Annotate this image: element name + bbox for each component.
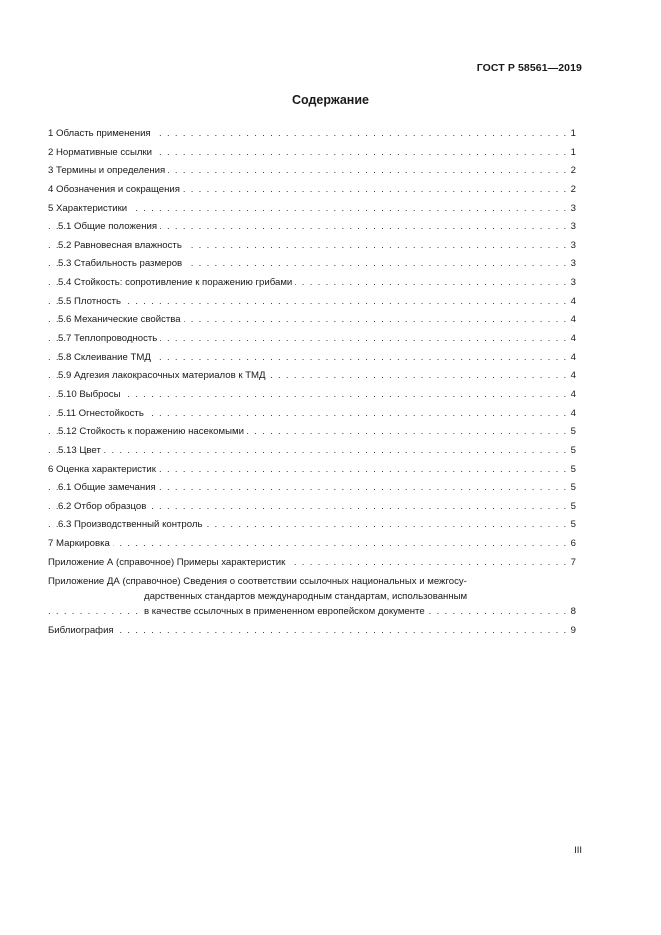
toc-entry-page: 4	[570, 367, 576, 386]
toc-entry-label: 5.11 Огнестойкость	[58, 405, 147, 424]
toc-entry[interactable]	[48, 274, 576, 293]
page-title: Содержание	[291, 93, 369, 107]
toc-entry-label: 5.6 Механические свойства	[58, 311, 184, 330]
toc-entry-page: 5	[570, 516, 576, 535]
toc-entry-page: 7	[570, 554, 576, 573]
toc-entry-bibliography[interactable]	[48, 622, 576, 641]
toc-entry-page: 5	[570, 498, 576, 517]
toc-entry[interactable]	[48, 367, 576, 386]
toc-entry[interactable]	[48, 181, 576, 200]
toc-entry[interactable]	[48, 162, 576, 181]
toc-entry-page: 6	[570, 535, 576, 554]
toc-entry[interactable]	[48, 405, 576, 424]
toc-entry-label: 2 Нормативные ссылки	[48, 144, 155, 163]
dot-leader	[48, 386, 569, 405]
toc-entry-page: 4	[570, 405, 576, 424]
toc-entry-label: 6.3 Производственный контроль	[58, 516, 205, 535]
toc-entry-page: 3	[570, 255, 576, 274]
dot-leader	[48, 442, 569, 461]
toc-entry-label: 6.2 Отбор образцов	[58, 498, 149, 517]
toc-entry-label-continued: в качестве ссылочных в примененном европейском документе	[144, 604, 428, 619]
toc-entry-label: 5.2 Равновесная влажность	[58, 237, 185, 256]
document-id-header: ГОСТ Р 58561—2019	[476, 62, 582, 74]
toc-entry-page: 3	[570, 274, 576, 293]
toc-entry-label: 5.10 Выбросы	[58, 386, 124, 405]
toc-entry-page: 4	[570, 349, 576, 368]
toc-entry[interactable]	[48, 218, 576, 237]
toc-entry[interactable]	[48, 516, 576, 535]
toc-entry-page: 3	[570, 237, 576, 256]
toc-entry[interactable]	[48, 461, 576, 480]
toc-entry[interactable]	[48, 237, 576, 256]
toc-entry-label: 6.1 Общие замечания	[58, 479, 159, 498]
toc-entry[interactable]	[48, 293, 576, 312]
toc-entry[interactable]	[48, 330, 576, 349]
toc-entry-label: 3 Термины и определения	[48, 162, 168, 181]
toc-entry-page: 5	[570, 423, 576, 442]
toc-entry[interactable]	[48, 386, 576, 405]
toc-entry-page: 3	[570, 218, 576, 237]
toc-entry[interactable]	[48, 423, 576, 442]
toc-entry[interactable]	[48, 535, 576, 554]
toc-entry-label: 5.3 Стабильность размеров	[58, 255, 185, 274]
toc-entry-label: 1 Область применения	[48, 125, 154, 144]
toc-entry-page: 4	[570, 386, 576, 405]
toc-entry-page: 3	[570, 200, 576, 219]
toc-entry-page: 2	[570, 181, 576, 200]
toc-entry-label: 5 Характеристики	[48, 200, 130, 219]
table-of-contents	[48, 125, 576, 641]
toc-entry-page: 2	[570, 162, 576, 181]
toc-entry-page: 9	[570, 622, 576, 641]
toc-entry-label: 5.13 Цвет	[58, 442, 104, 461]
dot-leader	[48, 535, 569, 554]
toc-entry-label: 4 Обозначения и сокращения	[48, 181, 183, 200]
toc-entry-label: 5.12 Стойкость к поражению насекомыми	[58, 423, 247, 442]
toc-entry[interactable]	[48, 255, 576, 274]
dot-leader	[48, 622, 569, 641]
toc-entry[interactable]	[48, 349, 576, 368]
toc-entry-page: 5	[570, 479, 576, 498]
toc-entry-label: Приложение ДА (справочное) Сведения о соответствии ссылочных национальных и межгосу-	[48, 576, 467, 588]
toc-entry[interactable]	[48, 479, 576, 498]
toc-entry-label: 5.4 Стойкость: сопротивление к поражению грибами	[58, 274, 295, 293]
toc-entry[interactable]	[48, 554, 576, 573]
toc-entry-label: 5.1 Общие положения	[58, 218, 160, 237]
toc-entry-label: 5.7 Теплопроводность	[58, 330, 160, 349]
toc-entry-label-continued: дарственных стандартов международным стандартам, использованным	[144, 591, 468, 603]
toc-entry-label: 5.8 Склеивание ТМД	[58, 349, 154, 368]
toc-entry-appendix-da[interactable]	[48, 572, 576, 619]
dot-leader	[48, 293, 569, 312]
toc-entry[interactable]	[48, 311, 576, 330]
toc-entry-label: 7 Маркировка	[48, 535, 113, 554]
toc-entry-label: Библиография	[48, 622, 117, 641]
toc-entry-page: 4	[570, 311, 576, 330]
toc-entry-page: 8	[570, 606, 576, 618]
toc-entry[interactable]	[48, 498, 576, 517]
toc-entry-label: 5.9 Адгезия лакокрасочных материалов к ТМД	[58, 367, 269, 386]
toc-entry[interactable]	[48, 144, 576, 163]
toc-entry-label: Приложение А (справочное) Примеры характеристик	[48, 554, 288, 573]
toc-entry-page: 5	[570, 461, 576, 480]
toc-entry-page: 4	[570, 293, 576, 312]
toc-entry-page: 1	[570, 125, 576, 144]
toc-entry-label: 6 Оценка характеристик	[48, 461, 159, 480]
toc-entry-page: 4	[570, 330, 576, 349]
toc-entry[interactable]	[48, 200, 576, 219]
toc-entry[interactable]	[48, 442, 576, 461]
toc-entry[interactable]	[48, 125, 576, 144]
toc-entry-page: 5	[570, 442, 576, 461]
toc-entry-label: 5.5 Плотность	[58, 293, 124, 312]
toc-entry-page: 1	[570, 144, 576, 163]
page-number-footer: III	[574, 845, 582, 856]
